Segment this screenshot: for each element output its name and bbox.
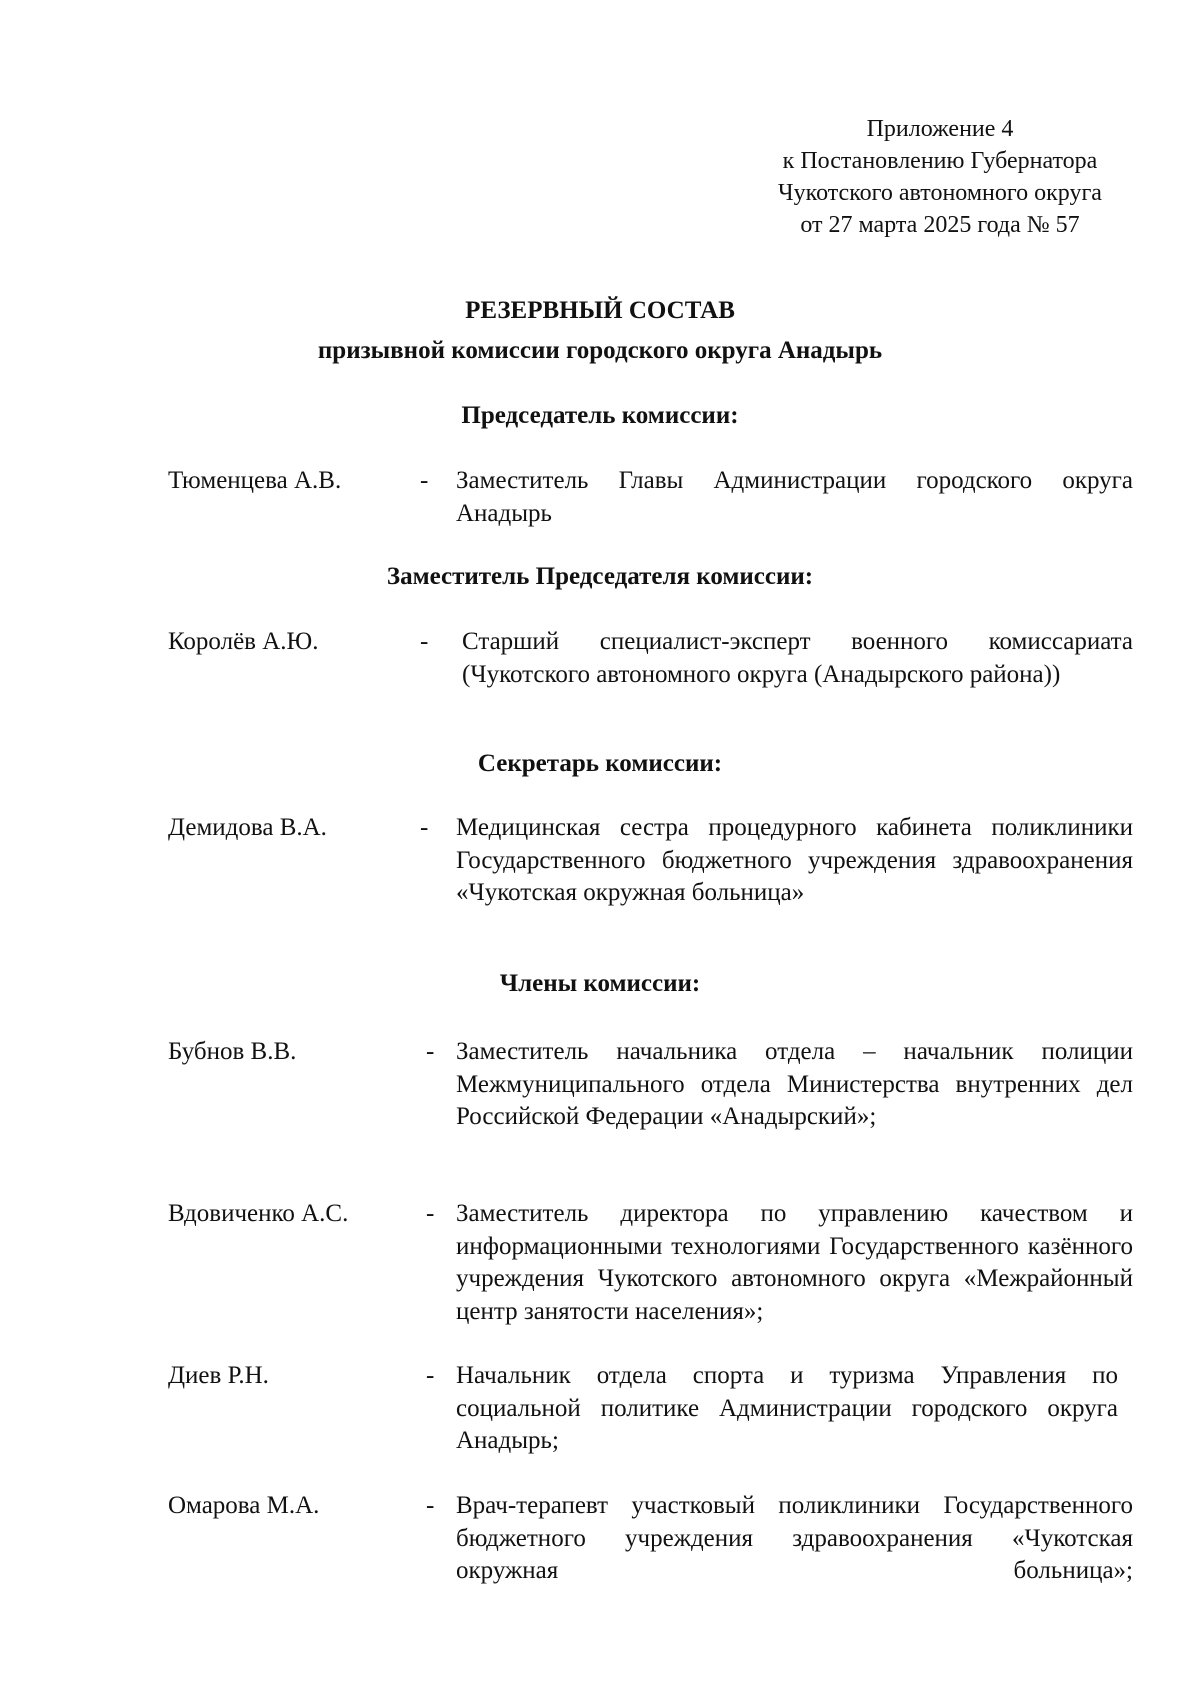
- person-position: Заместитель начальника отдела – начальник полиции Межмуниципального отдела Министерства внутренних дел Российской Федерации «Анадырский»;: [456, 1038, 1133, 1130]
- appendix-line-4: от 27 марта 2025 года № 57: [800, 212, 1080, 238]
- section-deputy-heading: Заместитель Председателя комиссии:: [386, 563, 814, 590]
- person-name: Омарова М.А.: [168, 1492, 320, 1519]
- document-title: РЕЗЕРВНЫЙ СОСТАВ: [465, 297, 735, 324]
- dash-separator: -: [420, 628, 429, 655]
- person-position: Начальник отдела спорта и туризма Управления по социальной политике Администрации городского округа Анадырь;: [456, 1362, 1118, 1454]
- document-subtitle: призывной комиссии городского округа Анадырь: [317, 337, 883, 364]
- person-name: Вдовиченко А.С.: [168, 1200, 349, 1227]
- appendix-block: [740, 113, 1140, 241]
- person-position: Заместитель директора по управлению качеством и информационными технологиями Государственного казённого учреждения Чукотского автономного округа «Межрайонный центр занятости населения»;: [456, 1200, 1133, 1325]
- person-position: Заместитель Главы Администрации городского округа Анадырь: [456, 467, 1133, 527]
- section-secretary-heading: Секретарь комиссии:: [477, 750, 723, 777]
- person-name: Тюменцева А.В.: [168, 467, 342, 494]
- appendix-line-2: к Постановлению Губернатора: [782, 148, 1098, 174]
- appendix-line-3: Чукотского автономного округа: [778, 180, 1102, 206]
- person-name: Королёв А.Ю.: [168, 628, 319, 655]
- dash-separator: -: [420, 467, 429, 494]
- person-position: Медицинская сестра процедурного кабинета поликлиники Государственного бюджетного учреждения здравоохранения «Чукотская окружная больница»: [456, 814, 1133, 906]
- person-name: Бубнов В.В.: [168, 1038, 297, 1065]
- section-members-heading: Члены комиссии:: [499, 970, 701, 997]
- dash-separator: -: [420, 814, 429, 841]
- person-name: Демидова В.А.: [168, 814, 327, 841]
- person-name: Диев Р.Н.: [168, 1362, 269, 1389]
- dash-separator: -: [426, 1038, 435, 1065]
- dash-separator: -: [426, 1492, 435, 1519]
- appendix-line-1: Приложение 4: [866, 116, 1014, 142]
- section-chair-heading: Председатель комиссии:: [461, 402, 739, 429]
- dash-separator: -: [426, 1200, 435, 1227]
- dash-separator: -: [426, 1362, 435, 1389]
- person-position: Врач-терапевт участковый поликлиники Государственного бюджетного учреждения здравоохранения «Чукотская окружная больница»;: [456, 1492, 1133, 1584]
- person-position: Старший специалист-эксперт военного комиссариата (Чукотского автономного округа (Анадырского района)): [462, 628, 1133, 688]
